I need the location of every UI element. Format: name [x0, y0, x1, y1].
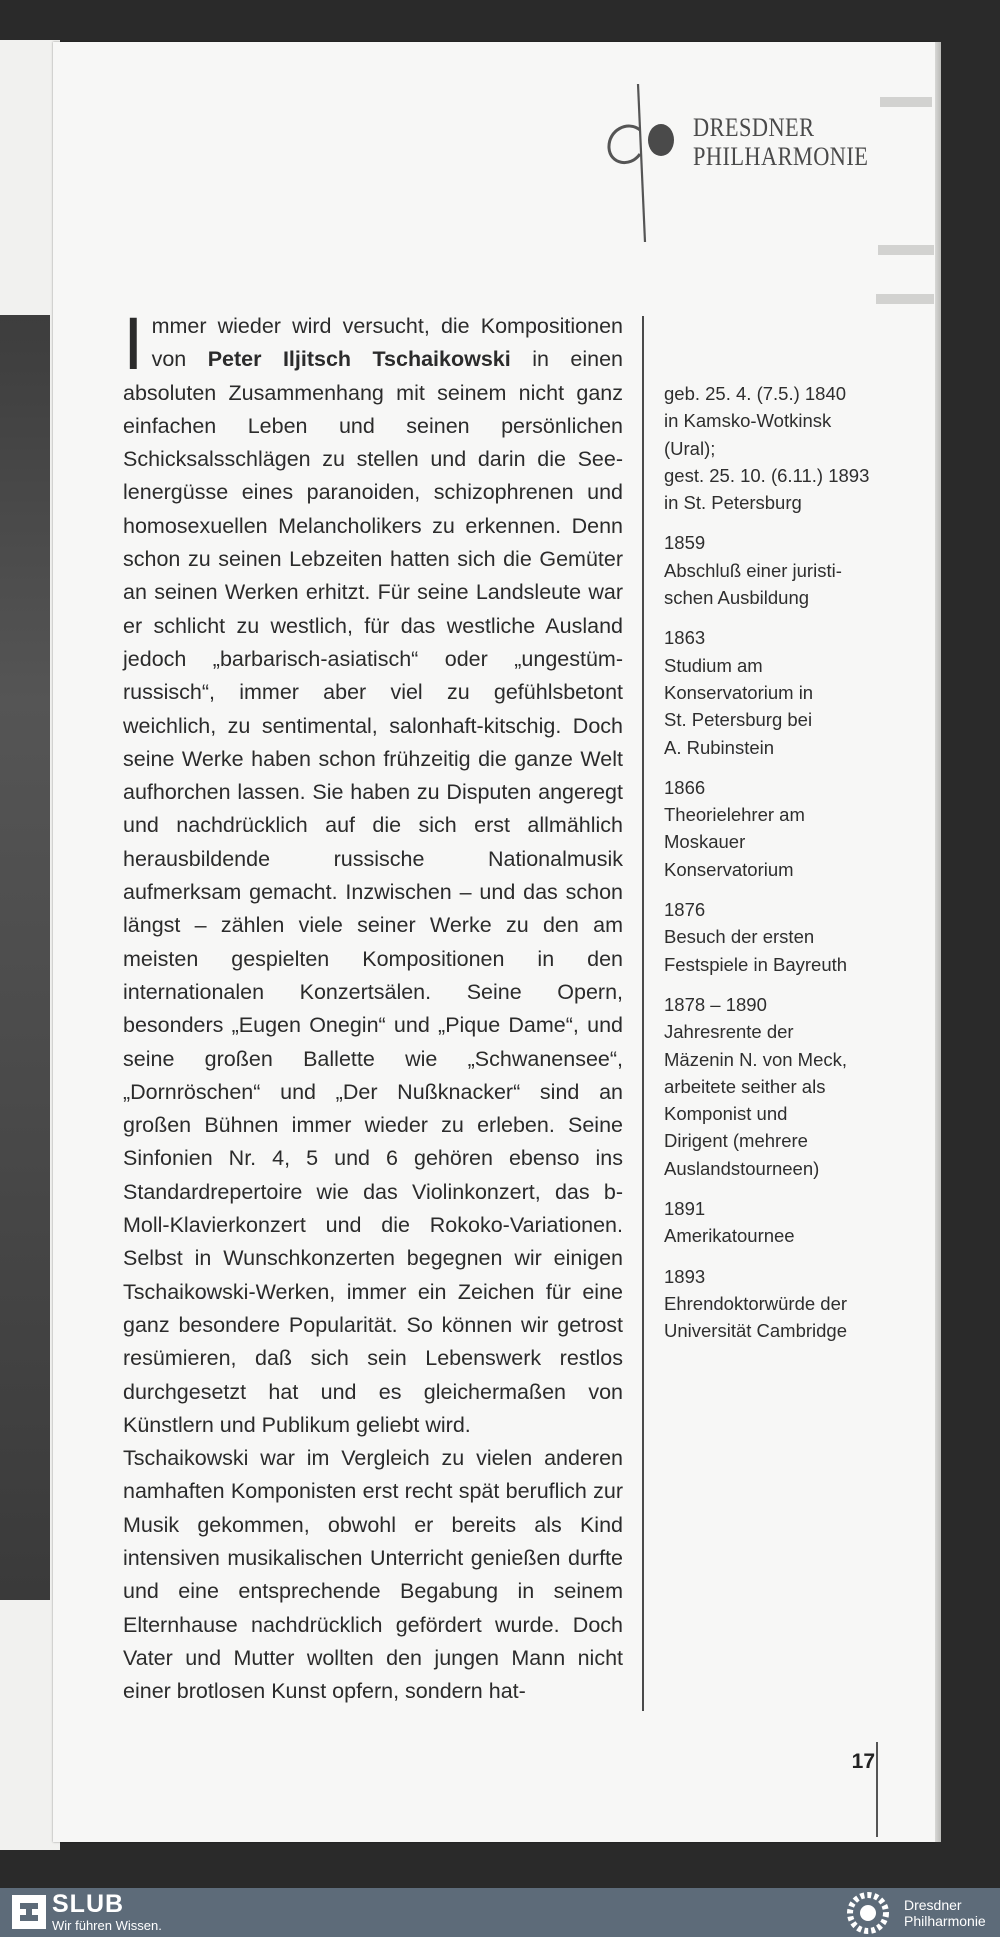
timeline-text: Besuch der ersten Festspiele in Bayreuth: [664, 926, 848, 975]
timeline-entry: [664, 1195, 879, 1250]
bleed-line: [876, 294, 934, 304]
logo-wordmark: [693, 113, 899, 171]
logo-d-curve: [609, 126, 640, 163]
article-paragraph-1-rest: in einen absoluten Zusammenhang mit seinem nicht ganz einfachen Leben und seinen persönlichen Schicksalsschlägen zu stellen und darin die Seelenergüsse eines paranoiden, schizophrenen und homosexuellen Melancholikers zu erkennen. Denn schon zu seinen Lebzeiten hatten sich die Gemüter an seinen Werken erhitzt. Für seine Landsleute war er schlicht zu westlich, für das westliche Ausland jedoch „barbarisch-asiatisch“ oder „ungestüm-russisch“, immer aber viel zu gefühlsbetont weichlich, zu sentimental, salonhaft-kitschig. Doch seine Werke haben schon frühzeitig die ganze Welt aufhorchen lassen. Sie haben zu Disputen angeregt und nachdrücklich auf die sich erst allmählich herausbildende russische Nationalmusik aufmerksam gemacht. Inzwischen – und das schon längst – zählen viele seiner Werke zu den am meisten gespielten Kompositionen in den internationalen Konzertsälen. Seine Opern, besonders „Eugen Onegin“ und „Pique Dame“, und seine großen Ballette wie „Schwanensee“, „Dornröschen“ und „Der Nußknacker“ sind an großen Bühnen immer wieder zu erleben. Seine Sinfonien Nr. 4, 5 und 6 gehören ebenso ins Standardrepertoire wie das Violinkonzert, das b-Moll-Klavierkonzert und die Rokoko-Variationen. Selbst in Wunschkonzerten begegnen wir einigen Tschaikowski-Werken, immer ein Zeichen für eine ganz besondere Popularität. So können wir getrost resümieren, daß sich sein Lebenswerk restlos durchgesetzt hat und es gleichermaßen von Künstlern und Publikum geliebt wird.: [123, 347, 624, 1437]
timeline-text: Studium am Konservatorium in St. Petersburg bei A. Rubinstein: [664, 654, 814, 758]
page-number-rule: [876, 1742, 878, 1837]
timeline-year: 1891: [664, 1198, 706, 1220]
slub-title[interactable]: SLUB: [52, 1890, 125, 1918]
timeline-text: Ehrendoktorwürde der Universität Cambridge: [664, 1292, 848, 1342]
partner-name[interactable]: [904, 1897, 1000, 1929]
logo-line-2: PHILHARMONIE: [693, 142, 869, 171]
timeline-entry: [664, 774, 879, 883]
timeline-entry: [664, 380, 879, 516]
partner-line-1: Dresdner: [904, 1897, 962, 1913]
article-paragraph-2: Tschaikowski war im Vergleich zu vielen anderen namhaften Komponisten erst recht spät beruflich zur Musik gekommen, obwohl er bereits als Kind intensiven musikalischen Unterricht genießen durfte und eine entsprechende Begabung in seinem Elternhause nachdrücklich gefördert wurde. Doch Vater und Mutter wollten den jungen Mann nicht einer brotlosen Kunst opfern, sondern hat-: [123, 1446, 623, 1704]
timeline-entry: [664, 991, 879, 1182]
slub-tagline: Wir führen Wissen.: [52, 1918, 162, 1933]
timeline-year: 1893: [664, 1265, 706, 1287]
timeline-text: geb. 25. 4. (7.5.) 1840 in Kamsko-Wotkinsk (Ural); gest. 25. 10. (6.11.) 1893 in St. Petersburg: [664, 383, 870, 514]
previous-page-photo: [0, 315, 50, 1600]
timeline-entry: [664, 1263, 879, 1345]
timeline-entry: [664, 529, 879, 611]
timeline-text: Abschluß einer juristi- schen Ausbildung: [664, 559, 842, 609]
logo-stem: [638, 84, 645, 242]
drop-cap: I: [123, 302, 144, 385]
timeline-year: 1863: [664, 627, 706, 649]
slub-logo-icon[interactable]: [12, 1895, 46, 1929]
partner-line-2: Philharmonie: [904, 1913, 986, 1929]
timeline-text: Jahresrente der Mäzenin N. von Meck, arbeitete seither als Komponist und Dirigent (mehrere Auslandstourneen): [664, 1021, 848, 1179]
dresdner-philharmonie-footer-icon[interactable]: [842, 1891, 894, 1935]
page-number: 17: [851, 1750, 875, 1773]
biography-timeline: [664, 380, 879, 1358]
timeline-year: 1866: [664, 776, 706, 798]
timeline-entry: [664, 624, 879, 760]
page-edge-shadow: [935, 42, 941, 1842]
logo-p-dot: [648, 124, 674, 156]
logo-line-1: DRESDNER: [693, 113, 815, 142]
composer-name: Peter Iljitsch Tschaikowski: [207, 347, 511, 372]
timeline-entry: [664, 896, 879, 978]
article-paragraph-1: [123, 302, 624, 1442]
article-body: [123, 302, 624, 1708]
timeline-text: Theorielehrer am Moskauer Konservatorium: [664, 804, 805, 880]
column-divider: [642, 316, 644, 1711]
article-intro: mmer wieder wird versucht, die Kompositionen von: [151, 314, 623, 372]
timeline-year: 1876: [664, 899, 706, 921]
timeline-year: 1859: [664, 532, 706, 554]
timeline-year: 1878 – 1890: [664, 993, 767, 1015]
timeline-text: Amerikatournee: [664, 1225, 795, 1247]
